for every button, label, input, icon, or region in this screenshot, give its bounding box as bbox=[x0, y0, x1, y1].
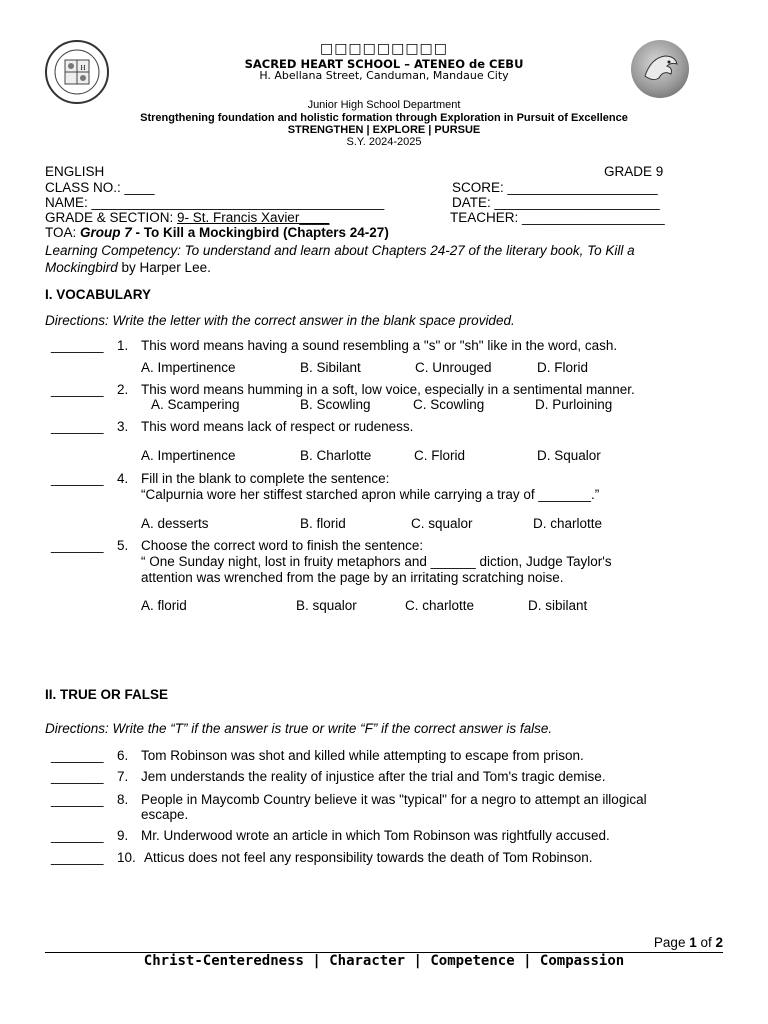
school-motto: Strengthening foundation and holistic formation through Exploration in Pursuit of Excellence bbox=[140, 112, 628, 124]
question-text: This word means humming in a soft, low voice, especially in a sentimental manner. bbox=[141, 382, 635, 397]
answer-blank[interactable]: _______ bbox=[51, 769, 104, 784]
answer-choice: A. Scampering bbox=[151, 397, 240, 412]
answer-choice: A. florid bbox=[141, 598, 187, 613]
answer-choice: D. Purloining bbox=[535, 397, 613, 412]
toa-label: TOA: bbox=[45, 225, 81, 240]
learning-competency-line2 bbox=[45, 260, 211, 276]
answer-choice: C. Scowling bbox=[413, 397, 485, 412]
question-number: 6. bbox=[117, 748, 129, 763]
toa-group: Group 7 bbox=[80, 225, 132, 240]
question-number: 9. bbox=[117, 828, 129, 843]
page-of: of bbox=[696, 935, 716, 950]
answer-blank[interactable]: _______ bbox=[51, 792, 104, 807]
answer-choice: D. Florid bbox=[537, 360, 589, 375]
question-text: escape. bbox=[141, 807, 189, 822]
answer-choice: D. charlotte bbox=[533, 516, 603, 531]
question-text: attention was wrenched from the page by an irritating scratching noise. bbox=[141, 570, 564, 585]
question-text: Tom Robinson was shot and killed while attempting to escape from prison. bbox=[141, 748, 584, 763]
grade-section-tail: ____ bbox=[299, 210, 330, 225]
question-text: This word means having a sound resembling a "s" or "sh" like in the word, cash. bbox=[141, 338, 618, 353]
section-vocabulary-title: I. VOCABULARY bbox=[45, 287, 152, 302]
page-number bbox=[600, 935, 723, 950]
answer-choice: B. Sibilant bbox=[300, 360, 361, 375]
question-number: 3. bbox=[117, 419, 129, 434]
question-text: Fill in the blank to complete the sentence: bbox=[141, 471, 390, 486]
school-year: S.Y. 2024-2025 bbox=[346, 136, 422, 148]
subject: ENGLISH bbox=[45, 164, 105, 179]
date-field: DATE: ______________________ bbox=[452, 195, 660, 210]
answer-choice: C. Florid bbox=[414, 448, 466, 463]
answer-choice: B. squalor bbox=[296, 598, 357, 613]
answer-choice: B. Scowling bbox=[300, 397, 371, 412]
page-total: 2 bbox=[715, 935, 723, 950]
teacher-field: TEACHER: ___________________ bbox=[450, 210, 665, 225]
answer-choice: B. florid bbox=[300, 516, 346, 531]
school-name-native: □□□□□□□□□ bbox=[319, 41, 449, 57]
question-number: 4. bbox=[117, 471, 129, 486]
question-number: 5. bbox=[117, 538, 129, 553]
question-text: “ One Sunday night, lost in fruity metaphors and ______ diction, Judge Taylor's bbox=[141, 554, 612, 569]
school-name: SACRED HEART SCHOOL – ATENEO de CEBU bbox=[244, 57, 524, 71]
name-field: NAME: _______________________________________ bbox=[45, 195, 385, 210]
answer-choice: C. squalor bbox=[411, 516, 473, 531]
svg-text:H: H bbox=[80, 64, 86, 72]
answer-choice: C. charlotte bbox=[405, 598, 475, 613]
class-no-field: CLASS NO.: ____ bbox=[45, 180, 155, 195]
footer-motto: Christ-Centeredness | Character | Competence | Compassion bbox=[143, 953, 625, 969]
answer-blank[interactable]: _______ bbox=[51, 748, 104, 763]
department: Junior High School Department bbox=[307, 99, 461, 111]
school-address: H. Abellana Street, Canduman, Mandaue City bbox=[259, 69, 509, 82]
answer-blank[interactable]: _______ bbox=[51, 419, 104, 434]
grade-section-label: GRADE & SECTION: bbox=[45, 210, 178, 225]
question-text: People in Maycomb Country believe it was "typical" for a negro to attempt an illogical bbox=[141, 792, 647, 807]
question-number: 8. bbox=[117, 792, 129, 807]
score-field: SCORE: ____________________ bbox=[452, 180, 658, 195]
answer-blank[interactable]: _______ bbox=[51, 471, 104, 486]
school-tagline: STRENGTHEN | EXPLORE | PURSUE bbox=[287, 124, 481, 136]
answer-blank[interactable]: _______ bbox=[51, 338, 104, 353]
answer-choice: B. Charlotte bbox=[300, 448, 372, 463]
answer-choice: A. Impertinence bbox=[141, 448, 236, 463]
section-vocabulary-directions: Directions: Write the letter with the correct answer in the blank space provided. bbox=[45, 313, 515, 328]
answer-choice: D. Squalor bbox=[537, 448, 601, 463]
book-title: Mockingbird bbox=[45, 260, 118, 275]
question-text: Choose the correct word to finish the sentence: bbox=[141, 538, 424, 553]
question-number: 10. bbox=[117, 850, 136, 865]
toa-line bbox=[45, 225, 389, 241]
toa-title: - To Kill a Mockingbird (Chapters 24-27) bbox=[131, 225, 389, 240]
answer-blank[interactable]: _______ bbox=[51, 382, 104, 397]
question-text: Jem understands the reality of injustice after the trial and Tom's tragic demise. bbox=[141, 769, 606, 784]
question-text: “Calpurnia wore her stiffest starched apron while carrying a tray of _______.” bbox=[141, 487, 600, 502]
question-text: This word means lack of respect or rudeness. bbox=[141, 419, 414, 434]
learning-competency-line1: Learning Competency: To understand and learn about Chapters 24-27 of the literary book, To Kill a bbox=[45, 243, 635, 258]
page-label: Page bbox=[653, 935, 690, 950]
answer-blank[interactable]: _______ bbox=[51, 538, 104, 553]
question-number: 1. bbox=[117, 338, 129, 353]
answer-choice: A. Impertinence bbox=[141, 360, 236, 375]
grade-section-value: 9- St. Francis Xavier bbox=[177, 210, 300, 225]
question-number: 7. bbox=[117, 769, 129, 784]
book-author: by Harper Lee. bbox=[117, 260, 211, 275]
answer-blank[interactable]: _______ bbox=[51, 828, 104, 843]
answer-choice: A. desserts bbox=[141, 516, 209, 531]
grade-level: GRADE 9 bbox=[604, 164, 664, 179]
page-current: 1 bbox=[689, 935, 697, 950]
question-text: Atticus does not feel any responsibility towards the death of Tom Robinson. bbox=[144, 850, 593, 865]
question-number: 2. bbox=[117, 382, 129, 397]
answer-choice: C. Unrouged bbox=[415, 360, 492, 375]
answer-choice: D. sibilant bbox=[528, 598, 588, 613]
grade-section-field bbox=[45, 210, 329, 226]
section-true-false-directions: Directions: Write the “T” if the answer is true or write “F” if the correct answer is false. bbox=[45, 721, 553, 736]
answer-blank[interactable]: _______ bbox=[51, 850, 104, 865]
section-true-false-title: II. TRUE OR FALSE bbox=[45, 687, 169, 702]
question-text: Mr. Underwood wrote an article in which Tom Robinson was rightfully accused. bbox=[141, 828, 610, 843]
